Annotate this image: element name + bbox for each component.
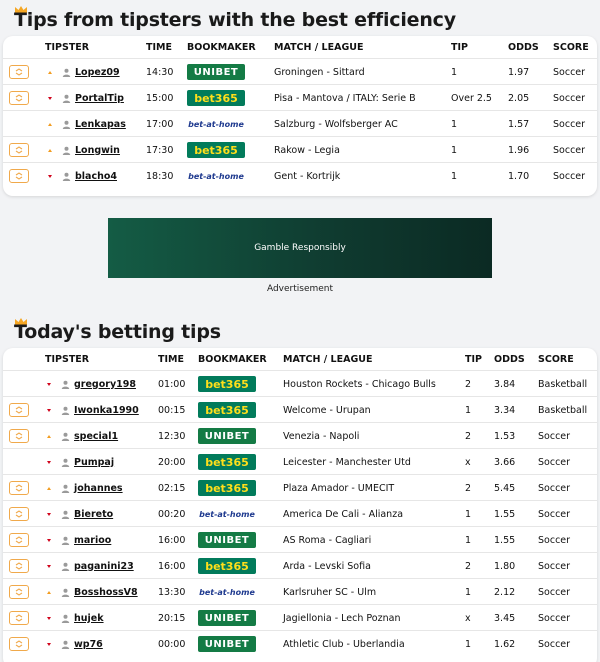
col-tip-header: TIP: [465, 354, 482, 365]
table-row: [3, 500, 597, 526]
match-time: 15:00: [146, 92, 174, 104]
user-icon: [60, 423, 70, 449]
sport-label: Soccer: [538, 430, 571, 442]
favorite-toggle-icon[interactable]: [9, 637, 29, 651]
favorite-toggle-icon[interactable]: [9, 91, 29, 105]
ad-banner-text: Gamble Responsibly: [254, 243, 346, 253]
odds-value: 3.66: [494, 456, 516, 468]
table-row: [3, 58, 597, 84]
odds-value: 1.57: [508, 118, 530, 130]
user-icon: [60, 371, 70, 397]
col-time-header: TIME: [146, 42, 172, 53]
user-icon: [61, 163, 71, 189]
match-time: 20:15: [158, 612, 186, 624]
bookmaker-logo[interactable]: UNIBET: [187, 64, 245, 80]
sport-label: Soccer: [538, 560, 571, 572]
tipster-link[interactable]: special1: [74, 430, 119, 442]
sport-label: Soccer: [538, 612, 571, 624]
user-icon: [60, 397, 70, 423]
sport-label: Soccer: [553, 118, 586, 130]
bookmaker-logo[interactable]: bet-at-home: [199, 509, 255, 519]
match-league: Pisa - Mantova / ITALY: Serie B: [274, 92, 416, 104]
trend-down-icon: [47, 163, 53, 189]
col-odds-header: ODDS: [494, 354, 525, 365]
ad-banner[interactable]: [108, 218, 492, 278]
tipster-link[interactable]: wp76: [74, 638, 103, 650]
tip-value: Over 2.5: [451, 92, 492, 104]
match-time: 18:30: [146, 170, 174, 182]
match-league: Karlsruher SC - Ulm: [283, 586, 377, 598]
favorite-toggle-icon[interactable]: [9, 481, 29, 495]
match-time: 20:00: [158, 456, 186, 468]
match-league: Venezia - Napoli: [283, 430, 360, 442]
table-row: [3, 604, 597, 630]
trend-down-icon: [46, 553, 52, 579]
table-header: [3, 348, 597, 370]
odds-value: 1.96: [508, 144, 530, 156]
trend-down-icon: [47, 85, 53, 111]
user-icon: [60, 631, 70, 657]
tip-value: 2: [465, 378, 472, 390]
user-icon: [61, 59, 71, 85]
bookmaker-logo[interactable]: bet-at-home: [188, 171, 244, 181]
bookmaker-logo[interactable]: bet365: [198, 480, 256, 496]
user-icon: [61, 85, 71, 111]
table-header: [3, 36, 597, 58]
section-title-best-efficiency: Tips from tipsters with the best efficiency: [14, 9, 456, 31]
table-body: [3, 370, 597, 656]
bookmaker-logo[interactable]: bet365: [187, 90, 245, 106]
odds-value: 2.12: [494, 586, 516, 598]
best-efficiency-table: [3, 36, 597, 196]
user-icon: [60, 449, 70, 475]
tip-value: 1: [465, 404, 472, 416]
table-row: [3, 526, 597, 552]
tip-value: 1: [451, 170, 458, 182]
tip-value: 2: [465, 560, 472, 572]
trend-up-icon: [47, 137, 53, 163]
todays-tips-table: [3, 348, 597, 662]
tip-value: 2: [465, 482, 472, 494]
table-row: [3, 448, 597, 474]
table-row: [3, 110, 597, 136]
tipster-link[interactable]: Biereto: [74, 508, 114, 520]
odds-value: 1.70: [508, 170, 530, 182]
user-icon: [61, 137, 71, 163]
table-body: [3, 58, 597, 188]
odds-value: 2.05: [508, 92, 530, 104]
match-time: 17:30: [146, 144, 174, 156]
trend-down-icon: [46, 527, 52, 553]
user-icon: [60, 579, 70, 605]
tip-value: 1: [451, 66, 458, 78]
bookmaker-logo[interactable]: UNIBET: [198, 610, 256, 626]
favorite-toggle-icon[interactable]: [9, 533, 29, 547]
match-league: Gent - Kortrijk: [274, 170, 341, 182]
favorite-toggle-icon[interactable]: [9, 169, 29, 183]
match-time: 14:30: [146, 66, 174, 78]
match-league: Welcome - Urupan: [283, 404, 371, 416]
match-league: Athletic Club - Uberlandia: [283, 638, 405, 650]
sport-label: Soccer: [538, 482, 571, 494]
tipster-link[interactable]: PortalTip: [75, 92, 124, 104]
match-league: Plaza Amador - UMECIT: [283, 482, 395, 494]
col-match-header: MATCH / LEAGUE: [283, 354, 373, 365]
match-league: Salzburg - Wolfsberger AC: [274, 118, 398, 130]
match-time: 02:15: [158, 482, 186, 494]
match-time: 13:30: [158, 586, 186, 598]
col-time-header: TIME: [158, 354, 184, 365]
odds-value: 5.45: [494, 482, 516, 494]
odds-value: 1.80: [494, 560, 516, 572]
tipster-link[interactable]: johannes: [74, 482, 123, 494]
favorite-toggle-icon[interactable]: [9, 507, 29, 521]
odds-value: 1.55: [494, 534, 516, 546]
user-icon: [60, 501, 70, 527]
trend-down-icon: [46, 397, 52, 423]
sport-label: Soccer: [553, 144, 586, 156]
favorite-toggle-icon[interactable]: [9, 143, 29, 157]
bookmaker-logo[interactable]: UNIBET: [198, 428, 256, 444]
match-time: 00:20: [158, 508, 186, 520]
tipster-link[interactable]: paganini23: [74, 560, 134, 572]
trend-up-icon: [47, 111, 53, 137]
match-league: AS Roma - Cagliari: [283, 534, 372, 546]
favorite-toggle-icon[interactable]: [9, 429, 29, 443]
match-time: 12:30: [158, 430, 186, 442]
bookmaker-logo[interactable]: bet365: [198, 454, 256, 470]
tip-value: 2: [465, 430, 472, 442]
match-time: 17:00: [146, 118, 174, 130]
bookmaker-logo[interactable]: UNIBET: [198, 532, 256, 548]
sport-label: Soccer: [538, 534, 571, 546]
table-row: [3, 370, 597, 396]
bookmaker-logo[interactable]: bet365: [198, 558, 256, 574]
table-row: [3, 578, 597, 604]
table-row: [3, 630, 597, 656]
trend-down-icon: [46, 605, 52, 631]
favorite-toggle-icon[interactable]: [9, 65, 29, 79]
trend-down-icon: [46, 631, 52, 657]
tip-value: 1: [465, 508, 472, 520]
match-league: Jagiellonia - Lech Poznan: [283, 612, 401, 624]
col-score-header: SCORE: [553, 42, 589, 53]
trend-up-icon: [46, 423, 52, 449]
odds-value: 3.34: [494, 404, 516, 416]
tipster-link[interactable]: hujek: [74, 612, 104, 624]
bookmaker-logo[interactable]: UNIBET: [198, 636, 256, 652]
favorite-toggle-icon[interactable]: [9, 585, 29, 599]
trend-down-icon: [46, 449, 52, 475]
match-league: Groningen - Sittard: [274, 66, 365, 78]
tipster-link[interactable]: marioo: [74, 534, 112, 546]
section-title-todays-tips: Today's betting tips: [14, 321, 221, 343]
table-row: [3, 136, 597, 162]
tip-value: 1: [465, 586, 472, 598]
tipster-link[interactable]: gregory198: [74, 378, 136, 390]
sport-label: Soccer: [538, 638, 571, 650]
match-time: 00:00: [158, 638, 186, 650]
match-league: Arda - Levski Sofia: [283, 560, 371, 572]
odds-value: 3.84: [494, 378, 516, 390]
tipster-link[interactable]: blacho4: [75, 170, 117, 182]
sport-label: Soccer: [538, 586, 571, 598]
odds-value: 1.55: [494, 508, 516, 520]
col-score-header: SCORE: [538, 354, 574, 365]
col-odds-header: ODDS: [508, 42, 539, 53]
tip-value: 1: [465, 534, 472, 546]
bookmaker-logo[interactable]: bet365: [198, 402, 256, 418]
match-time: 16:00: [158, 560, 186, 572]
user-icon: [60, 527, 70, 553]
tipster-link[interactable]: Lenkapas: [75, 118, 126, 130]
tip-value: 1: [465, 638, 472, 650]
user-icon: [60, 475, 70, 501]
bookmaker-logo[interactable]: bet-at-home: [199, 587, 255, 597]
tipster-link[interactable]: BosshossV8: [74, 586, 138, 598]
trend-down-icon: [46, 371, 52, 397]
sport-label: Soccer: [553, 170, 586, 182]
sport-label: Soccer: [553, 66, 586, 78]
col-tipster-header: TIPSTER: [45, 42, 90, 53]
odds-value: 1.53: [494, 430, 516, 442]
table-row: [3, 84, 597, 110]
col-bookmaker-header: BOOKMAKER: [187, 42, 256, 53]
tip-value: 1: [451, 118, 458, 130]
match-league: Rakow - Legia: [274, 144, 340, 156]
trend-up-icon: [47, 59, 53, 85]
match-league: Leicester - Manchester Utd: [283, 456, 411, 468]
tipster-link[interactable]: Pumpaj: [74, 456, 115, 468]
favorite-toggle-icon[interactable]: [9, 559, 29, 573]
trend-down-icon: [46, 501, 52, 527]
tip-value: x: [465, 456, 471, 468]
tip-value: 1: [451, 144, 458, 156]
user-icon: [60, 553, 70, 579]
trend-up-icon: [46, 475, 52, 501]
trend-up-icon: [46, 579, 52, 605]
user-icon: [60, 605, 70, 631]
favorite-toggle-icon[interactable]: [9, 403, 29, 417]
match-league: Houston Rockets - Chicago Bulls: [283, 378, 436, 390]
odds-value: 1.62: [494, 638, 516, 650]
table-row: [3, 396, 597, 422]
sport-label: Soccer: [538, 508, 571, 520]
table-row: [3, 422, 597, 448]
match-time: 01:00: [158, 378, 186, 390]
bookmaker-logo[interactable]: bet365: [187, 142, 245, 158]
sport-label: Soccer: [553, 92, 586, 104]
match-time: 16:00: [158, 534, 186, 546]
tip-value: x: [465, 612, 471, 624]
col-match-header: MATCH / LEAGUE: [274, 42, 364, 53]
odds-value: 3.45: [494, 612, 516, 624]
favorite-toggle-icon[interactable]: [9, 611, 29, 625]
tipster-link[interactable]: Iwonka1990: [74, 404, 139, 416]
user-icon: [61, 111, 71, 137]
col-tipster-header: TIPSTER: [45, 354, 90, 365]
table-row: [3, 474, 597, 500]
col-tip-header: TIP: [451, 42, 468, 53]
match-league: America De Cali - Alianza: [283, 508, 404, 520]
tipster-link[interactable]: Lopez09: [75, 66, 120, 78]
tipster-link[interactable]: Longwin: [75, 144, 120, 156]
sport-label: Basketball: [538, 404, 588, 416]
sport-label: Basketball: [538, 378, 588, 390]
table-row: [3, 162, 597, 188]
sport-label: Soccer: [538, 456, 571, 468]
ad-label: Advertisement: [266, 284, 334, 294]
bookmaker-logo[interactable]: bet-at-home: [188, 119, 244, 129]
table-row: [3, 552, 597, 578]
match-time: 00:15: [158, 404, 186, 416]
odds-value: 1.97: [508, 66, 530, 78]
bookmaker-logo[interactable]: bet365: [198, 376, 256, 392]
col-bookmaker-header: BOOKMAKER: [198, 354, 267, 365]
